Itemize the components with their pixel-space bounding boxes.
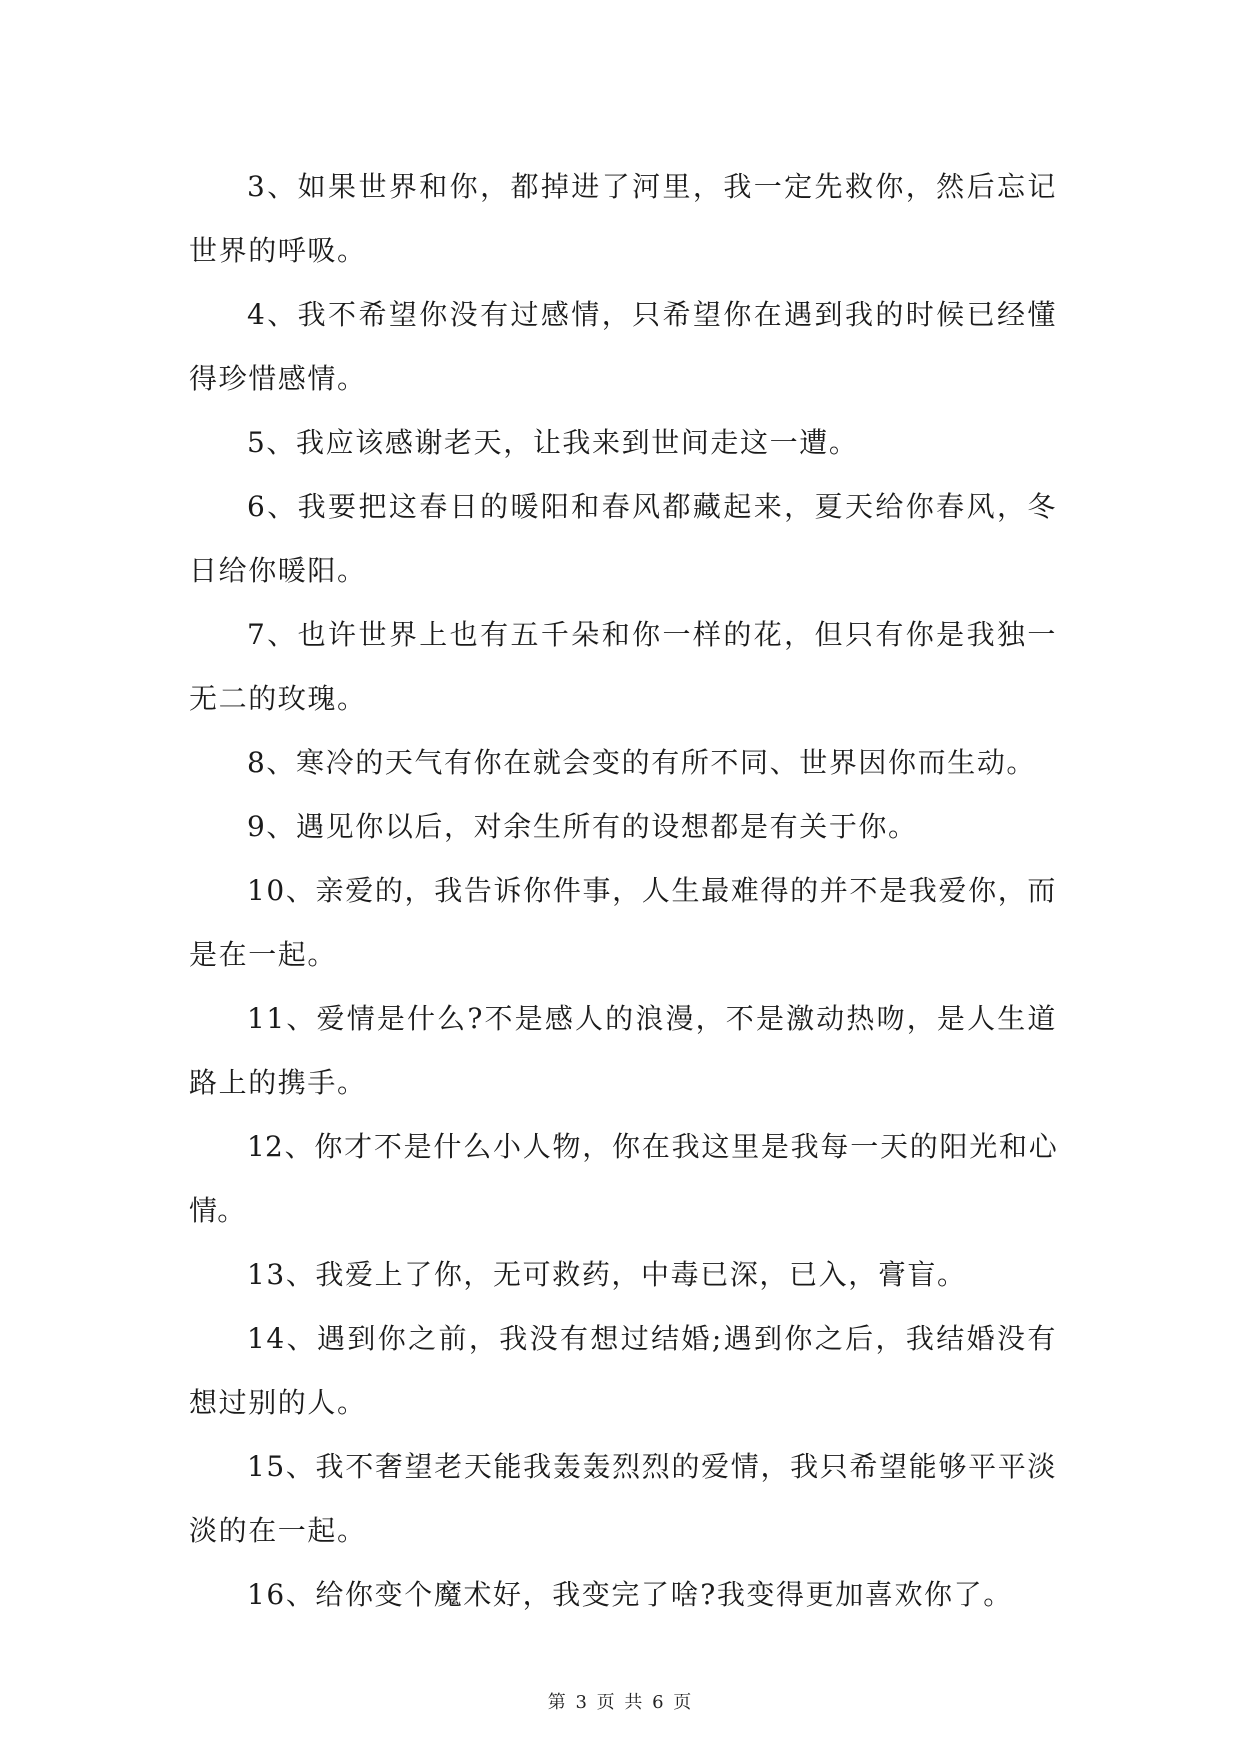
- paragraph-8: 8、寒冷的天气有你在就会变的有所不同、世界因你而生动。: [247, 746, 1037, 779]
- paragraph-4: 4、我不希望你没有过感情，只希望你在遇到我的时候已经懂得珍惜感情。: [189, 298, 1057, 395]
- page-number: 第 3 页 共 6 页: [547, 1692, 694, 1713]
- page-footer: [0, 1688, 1241, 1714]
- paragraph-5: 5、我应该感谢老天，让我来到世间走这一遭。: [247, 426, 859, 459]
- paragraph-16: 16、给你变个魔术好，我变完了啥?我变得更加喜欢你了。: [247, 1578, 1013, 1611]
- paragraph-14: 14、遇到你之前，我没有想过结婚;遇到你之后，我结婚没有想过别的人。: [189, 1322, 1057, 1419]
- paragraph-6: 6、我要把这春日的暖阳和春风都藏起来，夏天给你春风，冬日给你暖阳。: [189, 490, 1057, 587]
- paragraph-11: 11、爱情是什么?不是感人的浪漫，不是激动热吻，是人生道路上的携手。: [189, 1002, 1057, 1099]
- paragraph-9: 9、遇见你以后，对余生所有的设想都是有关于你。: [247, 810, 918, 843]
- paragraph-13: 13、我爱上了你，无可救药，中毒已深，已入，膏盲。: [247, 1258, 967, 1291]
- paragraph-7: 7、也许世界上也有五千朵和你一样的花，但只有你是我独一无二的玫瑰。: [189, 618, 1057, 715]
- paragraph-10: 10、亲爱的，我告诉你件事，人生最难得的并不是我爱你，而是在一起。: [189, 874, 1057, 971]
- document-body: [189, 155, 1057, 1627]
- paragraph-15: 15、我不奢望老天能我轰轰烈烈的爱情，我只希望能够平平淡淡的在一起。: [189, 1450, 1057, 1547]
- paragraph-3: 3、如果世界和你，都掉进了河里，我一定先救你，然后忘记世界的呼吸。: [189, 170, 1057, 267]
- paragraph-12: 12、你才不是什么小人物，你在我这里是我每一天的阳光和心情。: [189, 1130, 1057, 1227]
